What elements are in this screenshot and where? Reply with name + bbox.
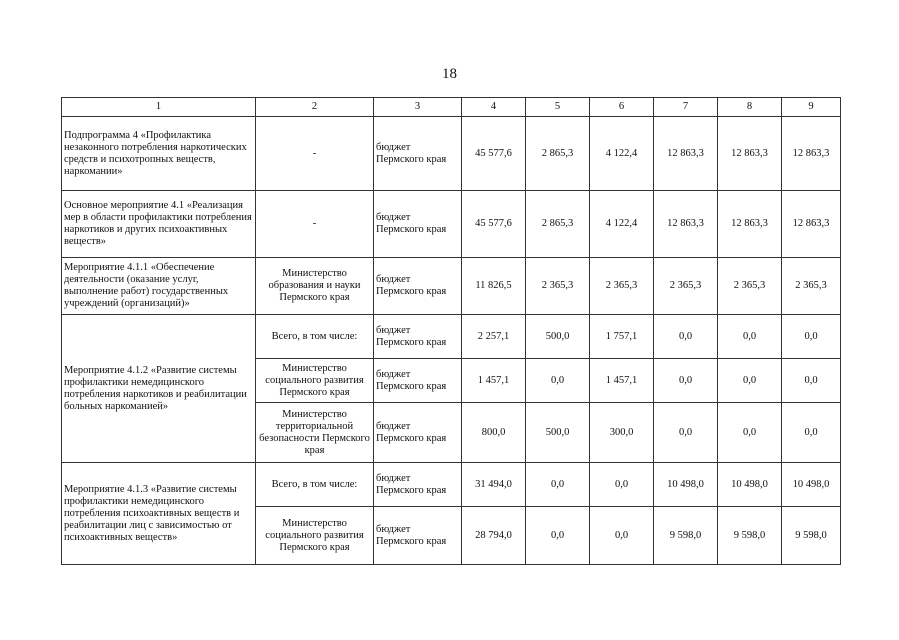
header-cell: 2 <box>256 98 374 117</box>
value-cell: 1 757,1 <box>590 315 654 359</box>
program-name-cell: Мероприятие 4.1.2 «Развитие системы профилактики немедицинского потребления наркотиков и реабилитации больных наркоманией» <box>62 315 256 463</box>
value-cell: 31 494,0 <box>462 463 526 507</box>
responsible-cell: Министерство образования и науки Пермского края <box>256 258 374 315</box>
header-cell: 3 <box>374 98 462 117</box>
value-cell: 11 826,5 <box>462 258 526 315</box>
value-cell: 2 365,3 <box>718 258 782 315</box>
funding-source-cell: бюджет Пермского края <box>374 315 462 359</box>
program-name-cell: Основное мероприятие 4.1 «Реализация мер в области профилактики потребления наркотиков и других психоактивных веществ» <box>62 191 256 258</box>
value-cell: 0,0 <box>654 359 718 403</box>
value-cell: 2 865,3 <box>526 117 590 191</box>
value-cell: 2 365,3 <box>782 258 841 315</box>
funding-source-cell: бюджет Пермского края <box>374 258 462 315</box>
header-cell: 5 <box>526 98 590 117</box>
responsible-cell: Министерство социального развития Пермского края <box>256 507 374 565</box>
value-cell: 500,0 <box>526 315 590 359</box>
page-number: 18 <box>442 66 457 82</box>
table-row <box>62 117 841 191</box>
program-name-cell: Мероприятие 4.1.1 «Обеспечение деятельности (оказание услуг, выполнение работ) государственных учреждений (организаций)» <box>62 258 256 315</box>
responsible-cell: - <box>256 117 374 191</box>
value-cell: 2 865,3 <box>526 191 590 258</box>
value-cell: 0,0 <box>526 359 590 403</box>
table-row <box>62 315 841 359</box>
funding-source-cell: бюджет Пермского края <box>374 403 462 463</box>
value-cell: 0,0 <box>590 463 654 507</box>
value-cell: 0,0 <box>782 315 841 359</box>
responsible-cell: Министерство территориальной безопасности Пермского края <box>256 403 374 463</box>
value-cell: 12 863,3 <box>782 117 841 191</box>
value-cell: 0,0 <box>718 315 782 359</box>
funding-source-cell: бюджет Пермского края <box>374 507 462 565</box>
value-cell: 2 365,3 <box>654 258 718 315</box>
table-row <box>62 463 841 507</box>
value-cell: 1 457,1 <box>590 359 654 403</box>
value-cell: 12 863,3 <box>654 117 718 191</box>
value-cell: 0,0 <box>718 403 782 463</box>
value-cell: 800,0 <box>462 403 526 463</box>
value-cell: 9 598,0 <box>654 507 718 565</box>
value-cell: 45 577,6 <box>462 191 526 258</box>
value-cell: 0,0 <box>654 315 718 359</box>
value-cell: 0,0 <box>654 403 718 463</box>
value-cell: 4 122,4 <box>590 191 654 258</box>
value-cell: 2 365,3 <box>526 258 590 315</box>
value-cell: 4 122,4 <box>590 117 654 191</box>
header-cell: 9 <box>782 98 841 117</box>
funding-source-cell: бюджет Пермского края <box>374 463 462 507</box>
header-cell: 6 <box>590 98 654 117</box>
program-name-cell: Мероприятие 4.1.3 «Развитие системы профилактики немедицинского потребления психоактивных веществ и реабилитации лиц с зависимостью от психоактивных веществ» <box>62 463 256 565</box>
value-cell: 300,0 <box>590 403 654 463</box>
value-cell: 12 863,3 <box>654 191 718 258</box>
value-cell: 0,0 <box>590 507 654 565</box>
value-cell: 2 257,1 <box>462 315 526 359</box>
value-cell: 2 365,3 <box>590 258 654 315</box>
value-cell: 10 498,0 <box>782 463 841 507</box>
responsible-cell: Всего, в том числе: <box>256 315 374 359</box>
header-cell: 4 <box>462 98 526 117</box>
funding-source-cell: бюджет Пермского края <box>374 191 462 258</box>
program-name-cell: Подпрограмма 4 «Профилактика незаконного потребления наркотических средств и психотропных веществ, наркомании» <box>62 117 256 191</box>
value-cell: 0,0 <box>782 359 841 403</box>
budget-table <box>61 97 841 565</box>
value-cell: 12 863,3 <box>718 191 782 258</box>
value-cell: 0,0 <box>782 403 841 463</box>
value-cell: 9 598,0 <box>718 507 782 565</box>
value-cell: 28 794,0 <box>462 507 526 565</box>
responsible-cell: Всего, в том числе: <box>256 463 374 507</box>
value-cell: 9 598,0 <box>782 507 841 565</box>
value-cell: 0,0 <box>526 463 590 507</box>
value-cell: 500,0 <box>526 403 590 463</box>
value-cell: 1 457,1 <box>462 359 526 403</box>
value-cell: 12 863,3 <box>718 117 782 191</box>
table-row <box>62 191 841 258</box>
responsible-cell: Министерство социального развития Пермского края <box>256 359 374 403</box>
header-row <box>62 98 841 117</box>
value-cell: 10 498,0 <box>718 463 782 507</box>
funding-source-cell: бюджет Пермского края <box>374 117 462 191</box>
value-cell: 45 577,6 <box>462 117 526 191</box>
header-cell: 1 <box>62 98 256 117</box>
header-cell: 7 <box>654 98 718 117</box>
value-cell: 0,0 <box>526 507 590 565</box>
value-cell: 0,0 <box>718 359 782 403</box>
table-row <box>62 258 841 315</box>
funding-source-cell: бюджет Пермского края <box>374 359 462 403</box>
value-cell: 12 863,3 <box>782 191 841 258</box>
header-cell: 8 <box>718 98 782 117</box>
responsible-cell: - <box>256 191 374 258</box>
value-cell: 10 498,0 <box>654 463 718 507</box>
